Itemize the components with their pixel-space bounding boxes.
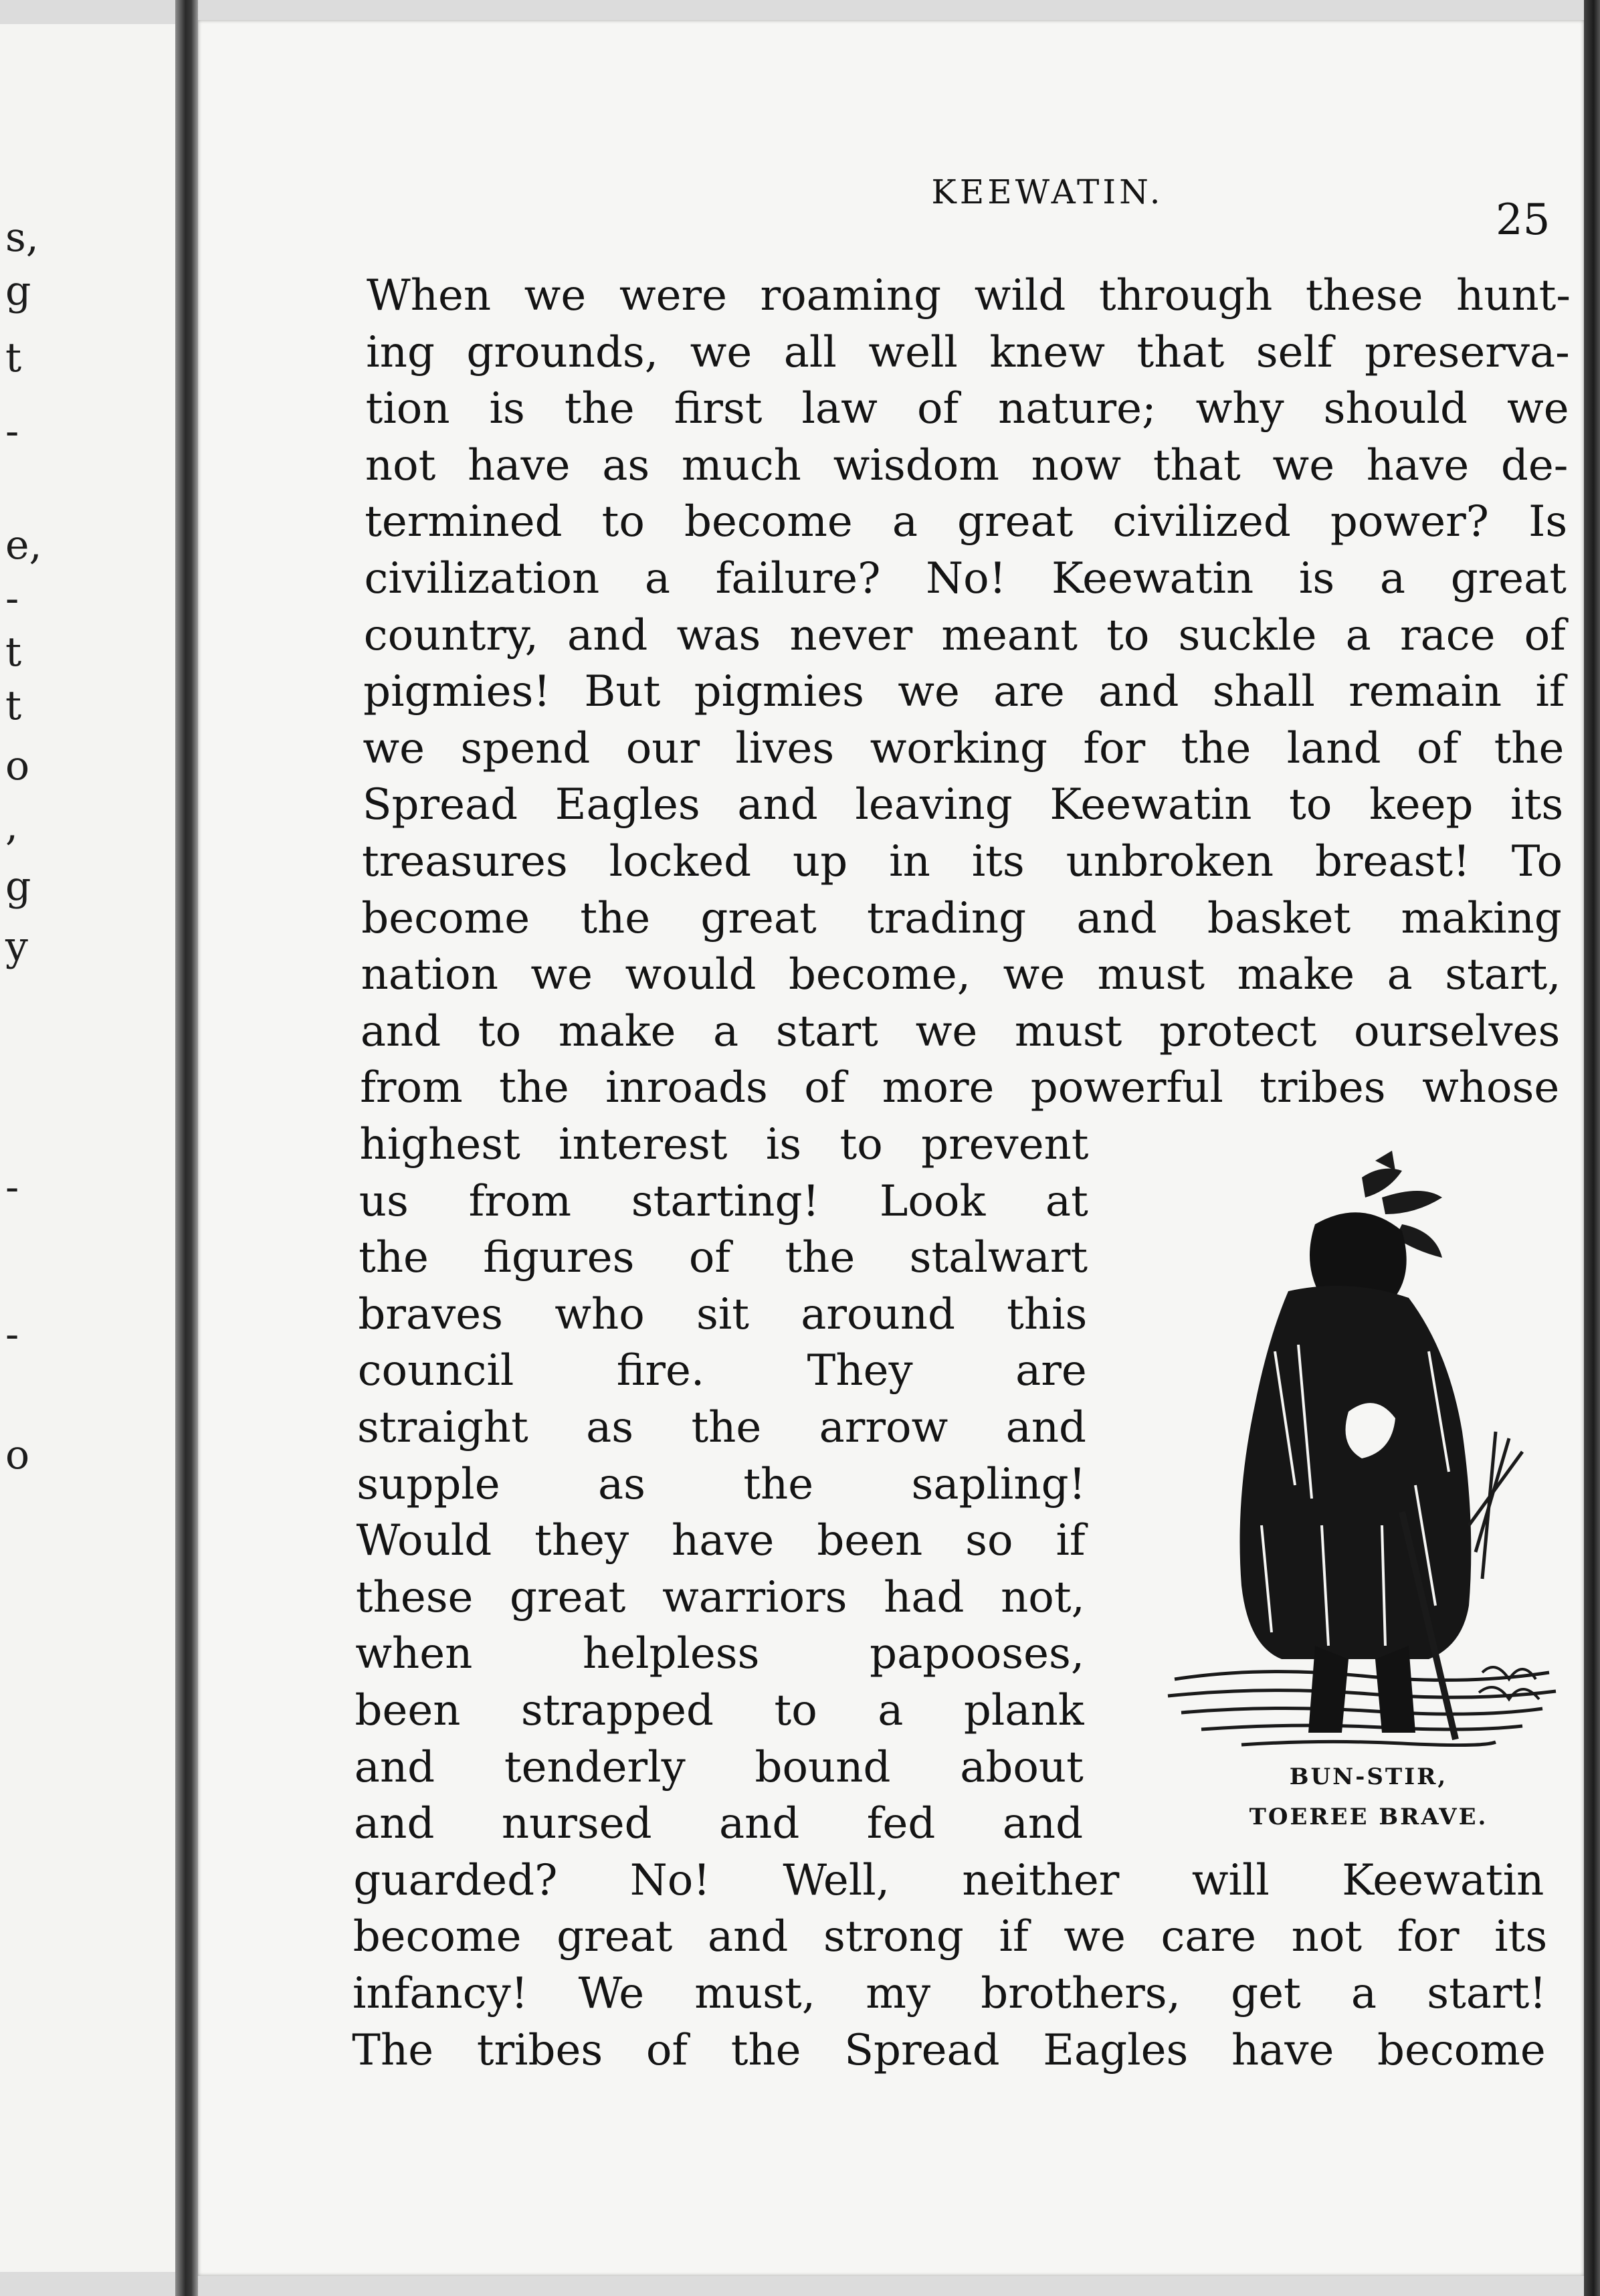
text-line: and nursed and fed and <box>354 1799 1084 1849</box>
running-head: KEEWATIN. <box>931 173 1164 211</box>
previous-page-edge <box>0 24 175 2272</box>
text-line: and to make a start we must protect ourselves <box>360 1006 1561 1056</box>
previous-page-fragment: t <box>5 682 22 729</box>
previous-page-fragment: t <box>5 334 22 381</box>
text-line: civilization a failure? No! Keewatin is a great <box>364 554 1567 603</box>
text-line: ing grounds, we all well knew that self preserva- <box>366 327 1570 377</box>
text-line: not have as much wisdom now that we have de- <box>365 440 1569 490</box>
text-line: when helpless papooses, <box>355 1629 1085 1679</box>
previous-page-fragment: , <box>5 803 19 850</box>
blanket-body <box>1240 1286 1472 1659</box>
text-line: braves who sit around this <box>358 1289 1088 1339</box>
text-line: highest interest is to prevent <box>359 1120 1089 1169</box>
page-gutter <box>175 0 198 2296</box>
previous-page-fragment: t <box>5 629 22 676</box>
text-line: straight as the arrow and <box>357 1403 1086 1452</box>
previous-page-fragment: - <box>5 408 19 455</box>
previous-page-fragment: g <box>5 268 31 314</box>
text-line: guarded? No! Well, neither will Keewatin <box>353 1855 1544 1905</box>
text-line: council fire. They are <box>357 1346 1087 1396</box>
text-line: and tenderly bound about <box>354 1742 1084 1792</box>
text-line: become the great trading and basket making <box>361 893 1562 943</box>
text-line: The tribes of the Spread Eagles have become <box>352 2025 1546 2075</box>
arrows <box>1469 1432 1522 1579</box>
text-line: been strapped to a plank <box>355 1686 1084 1735</box>
text-line: Would they have been so if <box>356 1516 1086 1566</box>
text-line: us from starting! Look at <box>359 1176 1088 1226</box>
page-number: 25 <box>1496 195 1551 245</box>
right-page-edge <box>1584 0 1600 2296</box>
text-line: pigmies! But pigmies we are and shall remain if <box>363 667 1565 717</box>
previous-page-fragment: y <box>5 923 28 970</box>
text-line: infancy! We must, my brothers, get a start! <box>353 1969 1546 2018</box>
text-line: nation we would become, we must make a start, <box>361 950 1561 1000</box>
text-line: become great and strong if we care not for its <box>353 1912 1548 1962</box>
previous-page-fragment: e, <box>5 522 42 569</box>
brave-illustration <box>1161 1151 1563 1780</box>
book-page <box>198 20 1584 2276</box>
previous-page-fragment: s, <box>5 214 39 261</box>
previous-page-fragment: - <box>5 1311 19 1358</box>
text-line: Spread Eagles and leaving Keewatin to keep its <box>362 780 1564 830</box>
previous-page-fragment: o <box>5 743 30 789</box>
previous-page-fragment: - <box>5 1164 19 1211</box>
text-line: from the inroads of more powerful tribes whose <box>360 1063 1560 1113</box>
illustration-caption-name: BUN-STIR, <box>1289 1763 1448 1790</box>
text-line: treasures locked up in its unbroken breast! To <box>362 837 1563 886</box>
text-line: the figures of the stalwart <box>359 1233 1088 1283</box>
text-line: we spend our lives working for the land of the <box>363 723 1565 773</box>
text-line: country, and was never meant to suckle a race of <box>363 610 1566 660</box>
text-line: these great warriors had not, <box>355 1572 1085 1622</box>
ground-hatching <box>1168 1672 1556 1745</box>
text-line: termined to become a great civilized power? Is <box>365 497 1568 547</box>
text-line: tion is the first law of nature; why should we <box>365 384 1569 434</box>
previous-page-fragment: - <box>5 575 19 622</box>
text-line: When we were roaming wild through these hunt- <box>367 271 1571 320</box>
previous-page-fragment: o <box>5 1432 30 1478</box>
illustration-caption-title: TOEREE BRAVE. <box>1249 1804 1488 1830</box>
text-line: supple as the sapling! <box>357 1459 1086 1509</box>
previous-page-fragment: g <box>5 863 31 910</box>
